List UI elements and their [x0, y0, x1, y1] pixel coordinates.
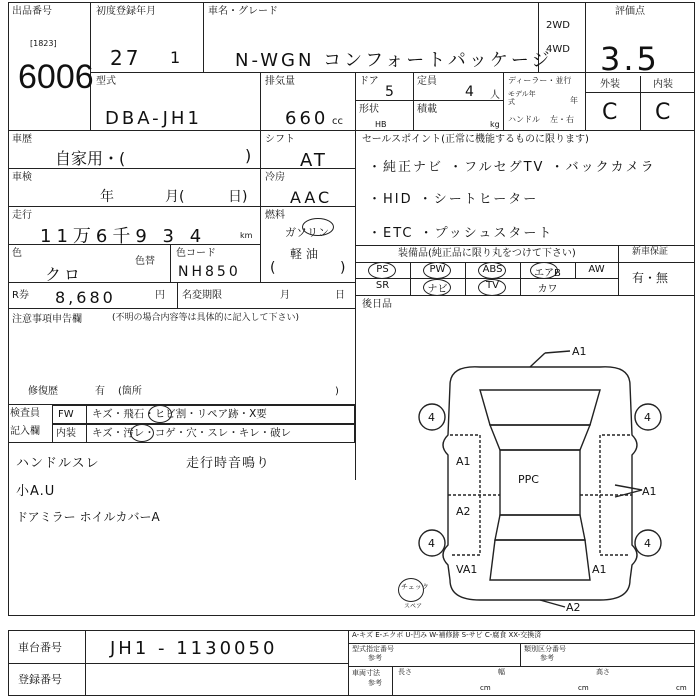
- car-diagram: [410, 345, 670, 620]
- length-unit: cm: [480, 684, 491, 692]
- name-label: 車名・グレード: [208, 6, 278, 17]
- ac-value: AAC: [290, 188, 333, 207]
- handle-label: ハンドル: [508, 115, 540, 124]
- notes-hint: (不明の場合内容等は具体的に記入して下さい): [112, 313, 300, 323]
- color-code-label: 色コード: [176, 248, 216, 259]
- interior-label: 内装: [56, 428, 76, 439]
- capacity-unit: 人: [490, 90, 500, 101]
- first-reg-month: 1: [170, 48, 184, 67]
- divider: [203, 2, 204, 72]
- new-warranty-value: 有・無: [632, 271, 669, 285]
- color-label: 色: [12, 248, 22, 259]
- windshield: [490, 425, 590, 450]
- divider: [86, 405, 87, 443]
- chassis-label: 車台番号: [18, 641, 62, 654]
- divider: [348, 630, 349, 696]
- fw-items: キズ・飛石・ヒビ割・リペア跡・X要: [92, 408, 267, 420]
- divider: [348, 643, 695, 644]
- equip-ps: PS: [376, 264, 389, 275]
- int-label: 内装: [653, 79, 673, 90]
- color-value: クロ: [45, 265, 84, 284]
- lot-sub: [1823]: [30, 39, 57, 48]
- model-ref-sub: 参考: [368, 654, 382, 662]
- drive-2wd: 2WD: [546, 20, 570, 31]
- fw-circle: [148, 405, 172, 423]
- selling-line-3: ・ETC ・プッシュスタート: [368, 226, 554, 241]
- class-ref-sub: 参考: [540, 654, 554, 662]
- color-code: NH850: [178, 264, 241, 280]
- score-label: 評価点: [615, 6, 645, 17]
- first-reg-year: 27: [110, 46, 142, 70]
- divider: [392, 666, 393, 696]
- length-label: 長さ: [398, 668, 412, 676]
- doors-label: ドア: [359, 76, 379, 87]
- tire-rl-score: 4: [428, 537, 435, 550]
- fuel-gas: ガソリン: [285, 226, 329, 239]
- fuel-paren-open: (: [270, 260, 276, 276]
- equip-label: 装備品(純正品に限り丸をつけて下さい): [398, 248, 576, 259]
- arrow-right: [615, 485, 642, 497]
- car-name: N-WGN コンフォートパッケージ: [235, 50, 553, 71]
- repair-value: 有: [95, 386, 105, 397]
- capacity-label: 定員: [417, 76, 437, 87]
- doors-value: 5: [385, 84, 397, 100]
- inspection-label: 車検: [12, 172, 32, 183]
- equip-circle: [423, 262, 451, 279]
- mileage-label: 走行: [12, 210, 32, 221]
- dealer-label: ディーラー・並行: [508, 76, 572, 85]
- divider: [355, 72, 356, 130]
- chassis-value: JH1 - 1130050: [110, 638, 278, 659]
- spare-check: チェック: [401, 583, 429, 591]
- divider: [170, 244, 171, 282]
- hood: [480, 390, 600, 425]
- int-score: C: [655, 100, 674, 125]
- damage-top: A1: [572, 345, 587, 358]
- divider: [413, 72, 414, 130]
- divider: [585, 2, 586, 130]
- score-value: 3.5: [600, 40, 660, 78]
- selling-label: セールスポイント(正常に機能するものに限ります): [362, 134, 589, 145]
- damage-right: A1: [642, 485, 657, 498]
- remark-3: ドアミラー ホイルカバーA: [16, 510, 160, 524]
- remark-1: ハンドルスレ: [16, 456, 100, 471]
- ext-label: 外装: [600, 79, 620, 90]
- divider: [260, 72, 261, 130]
- ac-label: 冷房: [265, 172, 285, 183]
- interior-items: キズ・汚レ・コゲ・穴・スレ・キレ・破レ: [92, 427, 292, 439]
- repair-close: ): [335, 386, 339, 397]
- width-label: 幅: [498, 668, 505, 676]
- history-close: ): [245, 146, 252, 165]
- equip-circle: [478, 262, 506, 279]
- first-reg-label: 初度登録年月: [96, 6, 156, 17]
- notes-label: 注意事項申告欄: [12, 314, 82, 325]
- fuel-label: 燃料: [265, 210, 285, 221]
- inspector-label-b: 記入欄: [10, 426, 40, 437]
- equip-navi: ナビ: [427, 284, 448, 295]
- equip-circle: [530, 262, 558, 279]
- recycle-value: 8,680: [55, 288, 116, 307]
- divider: [520, 643, 521, 666]
- drive-4wd: 4WD: [546, 44, 570, 55]
- spare-label: スペア: [404, 603, 423, 610]
- model-value: DBA-JH1: [105, 108, 202, 129]
- model-year-label: モデル年式: [508, 90, 536, 106]
- interior-circle: [130, 424, 154, 442]
- reg-label: 登録番号: [18, 673, 62, 686]
- divider: [8, 130, 695, 131]
- history-label: 車歴: [12, 134, 32, 145]
- load-unit: kg: [490, 120, 500, 129]
- selling-line-2: ・HID ・シートヒーター: [368, 192, 539, 207]
- divider: [355, 130, 356, 480]
- divider: [503, 72, 504, 130]
- model-label: 型式: [96, 76, 116, 87]
- dims-label: 車両寸法: [352, 669, 380, 677]
- equip-leather: カワ: [537, 284, 558, 295]
- recycle-unit: 円: [155, 290, 165, 301]
- shift-value: AT: [300, 150, 328, 171]
- equip-circle: [368, 262, 396, 279]
- damage-left-rear: A2: [456, 505, 471, 518]
- name-change-label: 名変期限: [182, 290, 222, 301]
- arrow-bottom: [540, 600, 565, 607]
- name-change-month: 月: [280, 290, 290, 301]
- equip-circle: [423, 279, 451, 296]
- equip-aw: AW: [588, 264, 605, 275]
- model-ref-label: 型式指定番号: [352, 645, 394, 653]
- repair-label: 修復歴: [28, 386, 58, 397]
- capacity-value: 4: [465, 84, 477, 100]
- cc-unit: cc: [332, 116, 343, 127]
- divider: [640, 76, 641, 130]
- class-ref-label: 類別区分番号: [524, 645, 566, 653]
- new-warranty-label: 新車保証: [632, 247, 669, 257]
- divider: [355, 100, 503, 101]
- shape-value: HB: [375, 120, 387, 129]
- damage-rear-left: VA1: [456, 563, 478, 576]
- inspection-year: 年: [100, 189, 114, 205]
- width-unit: cm: [578, 684, 589, 692]
- damage-roof: PPC: [518, 473, 539, 486]
- height-unit: cm: [676, 684, 687, 692]
- damage-left-front: A1: [456, 455, 471, 468]
- lot-label: 出品番号: [12, 6, 52, 17]
- mileage-unit: km: [240, 231, 253, 240]
- height-label: 高さ: [596, 668, 610, 676]
- handle-lr: 左・右: [550, 115, 574, 124]
- ext-score: C: [602, 100, 621, 125]
- equip-pw: PW: [429, 264, 446, 275]
- inspector-label-a: 検査員: [10, 408, 40, 419]
- recycle-label: R券: [12, 290, 29, 301]
- fuel-diesel: 軽 油: [290, 247, 318, 261]
- inspection-day: 日): [228, 189, 248, 205]
- damage-legend: A-キズ E-エクボ U-凹み W-補修跡 S-サビ C-腐食 XX-交換済: [352, 631, 542, 639]
- divider: [355, 245, 695, 246]
- color-change-label: 色替: [135, 256, 155, 267]
- remark-2: 小A.U: [16, 484, 56, 499]
- divider: [8, 663, 348, 664]
- cc-value: 660: [285, 108, 329, 129]
- fuel-paren-close: ): [340, 260, 346, 276]
- name-change-day: 日: [335, 290, 345, 301]
- arrow-top: [530, 351, 570, 367]
- equip-sr: SR: [375, 280, 390, 291]
- damage-bottom: A2: [566, 601, 581, 614]
- history-value: 自家用・(: [55, 149, 126, 168]
- divider: [8, 308, 355, 309]
- rear-window: [495, 515, 585, 540]
- damage-rear-right: A1: [592, 563, 607, 576]
- divider: [177, 282, 178, 308]
- divider: [355, 295, 695, 296]
- lot-number: 6006: [18, 58, 94, 96]
- remark-1b: 走行時音鳴り: [186, 456, 271, 471]
- shift-label: シフト: [265, 134, 295, 145]
- tire-fl-score: 4: [428, 411, 435, 424]
- repair-place: (箇所: [118, 386, 142, 397]
- divider: [618, 245, 619, 295]
- tire-rr-score: 4: [644, 537, 651, 550]
- dims-sub: 参考: [368, 679, 382, 687]
- cc-label: 排気量: [265, 76, 295, 87]
- fuel-circle: [302, 218, 334, 236]
- selling-line-1: ・純正ナビ ・フルセグTV ・バックカメラ: [368, 160, 656, 175]
- later-label: 後日品: [362, 299, 392, 310]
- equip-airbag: エアB: [534, 268, 561, 279]
- trunk: [490, 540, 590, 580]
- mileage-value: 11万6千9 3 4: [40, 226, 207, 247]
- divider: [85, 630, 86, 696]
- equip-abs: ABS: [482, 264, 503, 275]
- tire-fr-score: 4: [644, 411, 651, 424]
- equip-circle: [478, 279, 506, 296]
- model-year-unit: 年: [570, 96, 578, 105]
- inspection-month: 月(: [165, 189, 185, 205]
- equip-tv: TV: [486, 280, 499, 291]
- roof: [500, 450, 580, 515]
- shape-label: 形状: [359, 104, 379, 115]
- load-label: 積載: [417, 104, 437, 115]
- divider: [355, 262, 695, 263]
- divider: [348, 666, 695, 667]
- fw-label: FW: [58, 409, 74, 420]
